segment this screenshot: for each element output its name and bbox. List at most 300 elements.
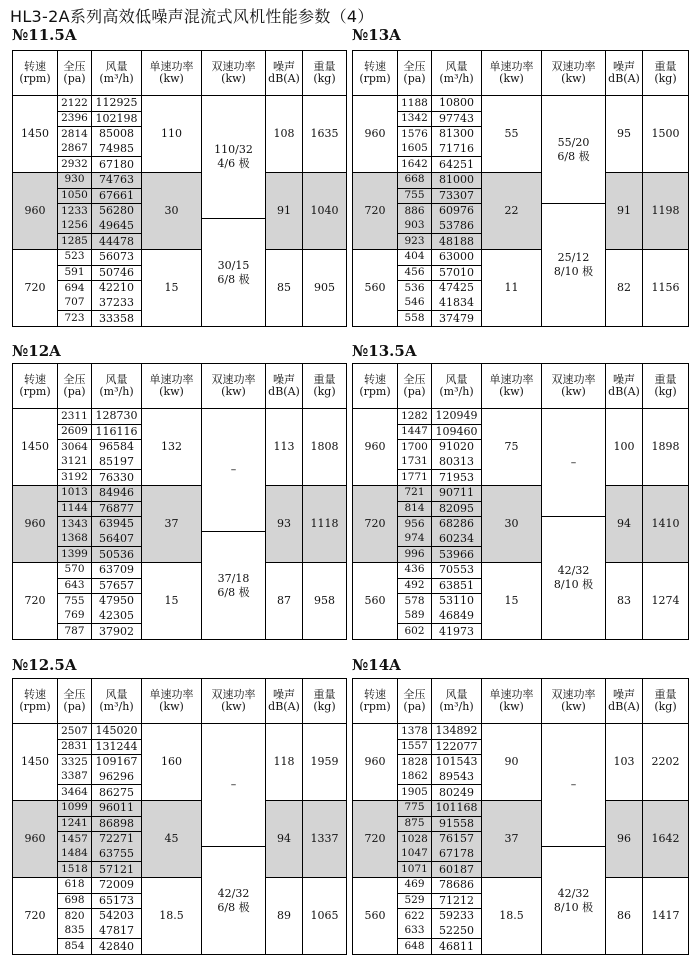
noise-cell: 96 [606, 800, 643, 877]
pressure-cell: 3121 [58, 455, 92, 470]
flow-cell: 56073 [92, 249, 142, 265]
dual-power-cell [202, 724, 266, 847]
table-row [353, 409, 689, 425]
header-unit: (pa) [63, 72, 86, 85]
weight-cell: 1635 [303, 96, 347, 173]
performance-table [12, 363, 347, 640]
dual-power-line: 110/32 [214, 143, 253, 157]
header-unit: (m³/h) [99, 72, 134, 85]
model-label: №14A [352, 656, 401, 674]
pressure-header [398, 51, 432, 96]
flow-cell: 53786 [432, 219, 482, 234]
header-label: 风量 [445, 59, 468, 73]
noise-cell: 91 [266, 172, 303, 249]
pressure-cell: 633 [398, 924, 432, 939]
noise-header [266, 679, 303, 724]
speed-cell: 960 [353, 96, 398, 173]
flow-cell: 67180 [92, 157, 142, 173]
flow-cell: 122077 [432, 739, 482, 755]
flow-cell: 63755 [92, 847, 142, 862]
speed-cell: 960 [353, 724, 398, 801]
flow-cell: 60187 [432, 862, 482, 878]
weight-cell: 1410 [643, 485, 689, 562]
header-label: 双速功率 [551, 372, 596, 386]
pressure-cell: 546 [398, 296, 432, 311]
flow-cell: 131244 [92, 739, 142, 755]
pressure-cell: 835 [58, 924, 92, 939]
table-row [353, 562, 689, 578]
speed-cell: 560 [353, 249, 398, 326]
speed-cell: 720 [353, 485, 398, 562]
flow-cell: 70553 [432, 562, 482, 578]
header-unit: (m³/h) [439, 72, 474, 85]
header-unit: (kw) [499, 72, 524, 85]
header-label: 噪声 [613, 687, 635, 701]
flow-cell: 63709 [92, 562, 142, 578]
speed-cell: 720 [353, 800, 398, 877]
dual-power-text [217, 887, 249, 915]
header-unit: (m³/h) [99, 385, 134, 398]
single-power-cell: 90 [482, 724, 542, 801]
noise-header [606, 679, 643, 724]
header-label: 全压 [63, 59, 86, 73]
header-label: 风量 [445, 687, 468, 701]
header-label: 单速功率 [149, 687, 194, 701]
header-row [13, 364, 347, 409]
dual-power-line: 8/10 极 [553, 265, 594, 279]
single-power-cell: 11 [482, 249, 542, 326]
dual-power-line: 25/12 [557, 251, 590, 265]
flow-cell: 47950 [92, 594, 142, 609]
performance-table [12, 678, 347, 955]
single-power-cell: 15 [482, 562, 542, 639]
speed-cell: 720 [353, 172, 398, 249]
header-label: 噪声 [613, 372, 635, 386]
pressure-header [58, 364, 92, 409]
header-label: 重量 [313, 687, 336, 701]
pressure-cell: 974 [398, 532, 432, 547]
pressure-cell: 3387 [58, 770, 92, 785]
weight-cell: 1898 [643, 409, 689, 486]
model-label: №12A [12, 342, 61, 360]
header-unit: (m³/h) [439, 700, 474, 713]
flow-cell: 82095 [432, 501, 482, 517]
pressure-cell: 1241 [58, 816, 92, 832]
header-label: 全压 [403, 372, 426, 386]
flow-header [92, 679, 142, 724]
header-unit: (kw) [159, 700, 184, 713]
header-label: 噪声 [273, 59, 295, 73]
header-label: 双速功率 [211, 372, 256, 386]
pressure-cell: 1285 [58, 234, 92, 250]
flow-cell: 67661 [92, 188, 142, 204]
dual-power-line: – [230, 463, 237, 477]
flow-cell: 10800 [432, 96, 482, 112]
pressure-cell: 578 [398, 594, 432, 609]
header-label: 单速功率 [489, 59, 534, 73]
flow-cell: 86275 [92, 785, 142, 801]
dual-power-cell [542, 724, 606, 847]
header-unit: (pa) [403, 385, 426, 398]
header-unit: (m³/h) [99, 700, 134, 713]
single-power-header [142, 51, 202, 96]
table-row [13, 409, 347, 425]
pressure-cell: 1457 [58, 832, 92, 847]
header-label: 单速功率 [149, 59, 194, 73]
pressure-cell: 469 [398, 877, 432, 893]
table-row [13, 562, 347, 578]
flow-cell: 80313 [432, 455, 482, 470]
single-power-cell: 22 [482, 172, 542, 249]
header-unit: (pa) [63, 700, 86, 713]
header-unit: (kw) [561, 72, 586, 85]
flow-cell: 63851 [432, 578, 482, 594]
speed-cell: 960 [13, 800, 58, 877]
pressure-cell: 1828 [398, 755, 432, 770]
pressure-cell: 1576 [398, 127, 432, 142]
single-power-cell: 132 [142, 409, 202, 486]
pressure-cell: 1399 [58, 547, 92, 563]
flow-cell: 57657 [92, 578, 142, 594]
speed-header [353, 51, 398, 96]
flow-cell: 50536 [92, 547, 142, 563]
pressure-cell: 1071 [398, 862, 432, 878]
header-label: 风量 [105, 59, 128, 73]
header-unit: (kw) [499, 700, 524, 713]
weight-cell: 2202 [643, 724, 689, 801]
weight-cell: 1118 [303, 485, 347, 562]
flow-cell: 46811 [432, 939, 482, 955]
header-unit: (rpm) [359, 385, 391, 398]
pressure-cell: 648 [398, 939, 432, 955]
noise-header [266, 51, 303, 96]
flow-cell: 101543 [432, 755, 482, 770]
flow-cell: 71953 [432, 470, 482, 486]
pressure-cell: 854 [58, 939, 92, 955]
pressure-cell: 1013 [58, 485, 92, 501]
table-row [353, 485, 689, 501]
pressure-cell: 875 [398, 816, 432, 832]
dual-power-text [217, 572, 249, 600]
header-label: 双速功率 [211, 59, 256, 73]
dual-power-cell [202, 847, 266, 955]
dual-power-line: 37/18 [217, 571, 250, 585]
flow-cell: 145020 [92, 724, 142, 740]
header-label: 双速功率 [551, 59, 596, 73]
header-unit: dB(A) [268, 700, 300, 713]
header-label: 重量 [313, 372, 336, 386]
flow-cell: 57121 [92, 862, 142, 878]
header-unit: (kg) [313, 72, 336, 85]
flow-cell: 42840 [92, 939, 142, 955]
header-label: 单速功率 [489, 687, 534, 701]
flow-cell: 47425 [432, 281, 482, 296]
table-row [13, 172, 347, 188]
weight-cell: 1500 [643, 96, 689, 173]
noise-cell: 108 [266, 96, 303, 173]
flow-cell: 78686 [432, 877, 482, 893]
noise-cell: 113 [266, 409, 303, 486]
pressure-header [58, 51, 92, 96]
pressure-cell: 1144 [58, 501, 92, 517]
speed-cell: 720 [13, 877, 58, 954]
flow-cell: 37233 [92, 296, 142, 311]
weight-header [643, 51, 689, 96]
flow-cell: 96296 [92, 770, 142, 785]
flow-cell: 128730 [92, 409, 142, 425]
single-power-header [482, 51, 542, 96]
header-unit: dB(A) [608, 385, 640, 398]
pressure-cell: 698 [58, 893, 92, 909]
single-power-header [482, 364, 542, 409]
pressure-cell: 1047 [398, 847, 432, 862]
flow-cell: 91558 [432, 816, 482, 832]
flow-cell: 116116 [92, 424, 142, 440]
header-unit: (rpm) [359, 700, 391, 713]
table-row [353, 249, 689, 265]
dual-power-header [202, 364, 266, 409]
dual-power-line: 42/32 [217, 886, 250, 900]
pressure-cell: 1447 [398, 424, 432, 440]
dual-power-text [554, 251, 593, 279]
noise-cell: 118 [266, 724, 303, 801]
single-power-header [482, 679, 542, 724]
pressure-cell: 769 [58, 609, 92, 624]
dual-power-text [214, 143, 253, 171]
header-unit: dB(A) [268, 385, 300, 398]
pressure-cell: 643 [58, 578, 92, 594]
header-unit: (kg) [313, 385, 336, 398]
flow-cell: 44478 [92, 234, 142, 250]
flow-cell: 71212 [432, 893, 482, 909]
pressure-cell: 2311 [58, 409, 92, 425]
flow-cell: 60234 [432, 532, 482, 547]
flow-cell: 134892 [432, 724, 482, 740]
header-row [353, 51, 689, 96]
header-label: 重量 [654, 59, 677, 73]
pressure-cell: 1862 [398, 770, 432, 785]
pressure-cell: 1343 [58, 517, 92, 532]
header-unit: (kw) [159, 72, 184, 85]
single-power-cell: 160 [142, 724, 202, 801]
pressure-cell: 755 [398, 188, 432, 204]
header-label: 噪声 [273, 372, 295, 386]
weight-cell: 958 [303, 562, 347, 639]
speed-cell: 720 [13, 249, 58, 326]
speed-header [353, 679, 398, 724]
pressure-cell: 3192 [58, 470, 92, 486]
dual-power-line: 6/8 极 [557, 149, 590, 163]
pressure-cell: 589 [398, 609, 432, 624]
flow-header [432, 364, 482, 409]
header-label: 全压 [403, 59, 426, 73]
flow-cell: 54203 [92, 909, 142, 924]
flow-cell: 65173 [92, 893, 142, 909]
pressure-cell: 903 [398, 219, 432, 234]
flow-cell: 73307 [432, 188, 482, 204]
flow-header [92, 51, 142, 96]
dual-power-cell [202, 409, 266, 532]
header-label: 重量 [654, 687, 677, 701]
pressure-cell: 456 [398, 265, 432, 281]
header-label: 噪声 [273, 687, 295, 701]
single-power-cell: 15 [142, 249, 202, 326]
flow-cell: 60976 [432, 204, 482, 219]
flow-cell: 53966 [432, 547, 482, 563]
header-label: 全压 [63, 372, 86, 386]
weight-cell: 1156 [643, 249, 689, 326]
table-row [353, 800, 689, 816]
flow-cell: 96584 [92, 440, 142, 455]
model-label: №13.5A [352, 342, 417, 360]
dual-power-text [231, 778, 237, 792]
flow-cell: 72009 [92, 877, 142, 893]
table-row [353, 724, 689, 740]
header-label: 风量 [105, 372, 128, 386]
pressure-cell: 707 [58, 296, 92, 311]
table-row [13, 249, 347, 265]
header-unit: (pa) [63, 385, 86, 398]
single-power-cell: 30 [142, 172, 202, 249]
single-power-cell: 37 [482, 800, 542, 877]
header-label: 双速功率 [551, 687, 596, 701]
dual-power-line: 4/6 极 [217, 157, 250, 171]
pressure-cell: 1028 [398, 832, 432, 847]
pressure-cell: 886 [398, 204, 432, 219]
noise-cell: 85 [266, 249, 303, 326]
weight-cell: 905 [303, 249, 347, 326]
pressure-cell: 1700 [398, 440, 432, 455]
single-power-cell: 30 [482, 485, 542, 562]
single-power-cell: 15 [142, 562, 202, 639]
pressure-cell: 1368 [58, 532, 92, 547]
single-power-cell: 18.5 [482, 877, 542, 954]
flow-cell: 76330 [92, 470, 142, 486]
dual-power-line: 6/8 极 [217, 585, 250, 599]
header-unit: (kw) [561, 700, 586, 713]
flow-cell: 120949 [432, 409, 482, 425]
header-label: 全压 [63, 687, 86, 701]
flow-header [432, 51, 482, 96]
dual-power-cell [542, 847, 606, 955]
pressure-header [398, 679, 432, 724]
flow-cell: 112925 [92, 96, 142, 112]
pressure-cell: 694 [58, 281, 92, 296]
flow-cell: 81300 [432, 127, 482, 142]
table-row [353, 172, 689, 188]
dual-power-header [202, 679, 266, 724]
flow-cell: 90711 [432, 485, 482, 501]
pressure-cell: 1342 [398, 111, 432, 127]
flow-cell: 48188 [432, 234, 482, 250]
pressure-cell: 618 [58, 877, 92, 893]
dual-power-cell [542, 409, 606, 517]
dual-power-cell [542, 96, 606, 204]
flow-cell: 42305 [92, 609, 142, 624]
header-label: 风量 [105, 687, 128, 701]
table-row [13, 485, 347, 501]
header-label: 转速 [24, 372, 46, 386]
dual-power-cell [202, 219, 266, 327]
weight-header [643, 364, 689, 409]
pressure-cell: 956 [398, 517, 432, 532]
header-unit: (pa) [403, 72, 426, 85]
table-row [13, 724, 347, 740]
header-label: 转速 [24, 59, 46, 73]
weight-header [303, 679, 347, 724]
flow-cell: 97743 [432, 111, 482, 127]
pressure-cell: 2814 [58, 127, 92, 142]
dual-power-line: – [230, 778, 237, 792]
pressure-cell: 3325 [58, 755, 92, 770]
dual-power-line: 42/32 [557, 564, 590, 578]
weight-cell: 1808 [303, 409, 347, 486]
header-label: 转速 [364, 687, 386, 701]
pressure-cell: 1731 [398, 455, 432, 470]
header-label: 全压 [403, 687, 426, 701]
dual-power-cell [202, 532, 266, 640]
pressure-cell: 1256 [58, 219, 92, 234]
flow-cell: 50746 [92, 265, 142, 281]
header-unit: (pa) [403, 700, 426, 713]
header-unit: (m³/h) [439, 385, 474, 398]
header-label: 噪声 [613, 59, 635, 73]
flow-cell: 72271 [92, 832, 142, 847]
pressure-cell: 1484 [58, 847, 92, 862]
dual-power-line: 42/32 [557, 886, 590, 900]
pressure-cell: 814 [398, 501, 432, 517]
noise-cell: 91 [606, 172, 643, 249]
flow-cell: 76157 [432, 832, 482, 847]
header-label: 转速 [364, 59, 386, 73]
model-label: №13A [352, 26, 401, 44]
flow-header [432, 679, 482, 724]
noise-cell: 103 [606, 724, 643, 801]
dual-power-cell [542, 204, 606, 327]
table-row [353, 877, 689, 893]
dual-power-text [571, 778, 577, 792]
header-label: 重量 [654, 372, 677, 386]
pressure-cell: 570 [58, 562, 92, 578]
model-label: №12.5A [12, 656, 77, 674]
pressure-cell: 404 [398, 249, 432, 265]
pressure-cell: 2507 [58, 724, 92, 740]
header-unit: (kw) [159, 385, 184, 398]
dual-power-line: 6/8 极 [217, 272, 250, 286]
flow-cell: 74985 [92, 142, 142, 157]
flow-cell: 91020 [432, 440, 482, 455]
noise-cell: 82 [606, 249, 643, 326]
speed-cell: 1450 [13, 96, 58, 173]
pressure-cell: 1233 [58, 204, 92, 219]
flow-header [92, 364, 142, 409]
pressure-cell: 2396 [58, 111, 92, 127]
header-label: 单速功率 [149, 372, 194, 386]
pressure-cell: 787 [58, 624, 92, 640]
speed-cell: 720 [13, 562, 58, 639]
dual-power-line: 6/8 极 [217, 900, 250, 914]
flow-cell: 85197 [92, 455, 142, 470]
header-unit: (kw) [221, 700, 246, 713]
flow-cell: 63945 [92, 517, 142, 532]
speed-header [353, 364, 398, 409]
flow-cell: 37902 [92, 624, 142, 640]
pressure-cell: 2831 [58, 739, 92, 755]
flow-cell: 109167 [92, 755, 142, 770]
weight-cell: 1337 [303, 800, 347, 877]
noise-header [606, 364, 643, 409]
pressure-cell: 2122 [58, 96, 92, 112]
